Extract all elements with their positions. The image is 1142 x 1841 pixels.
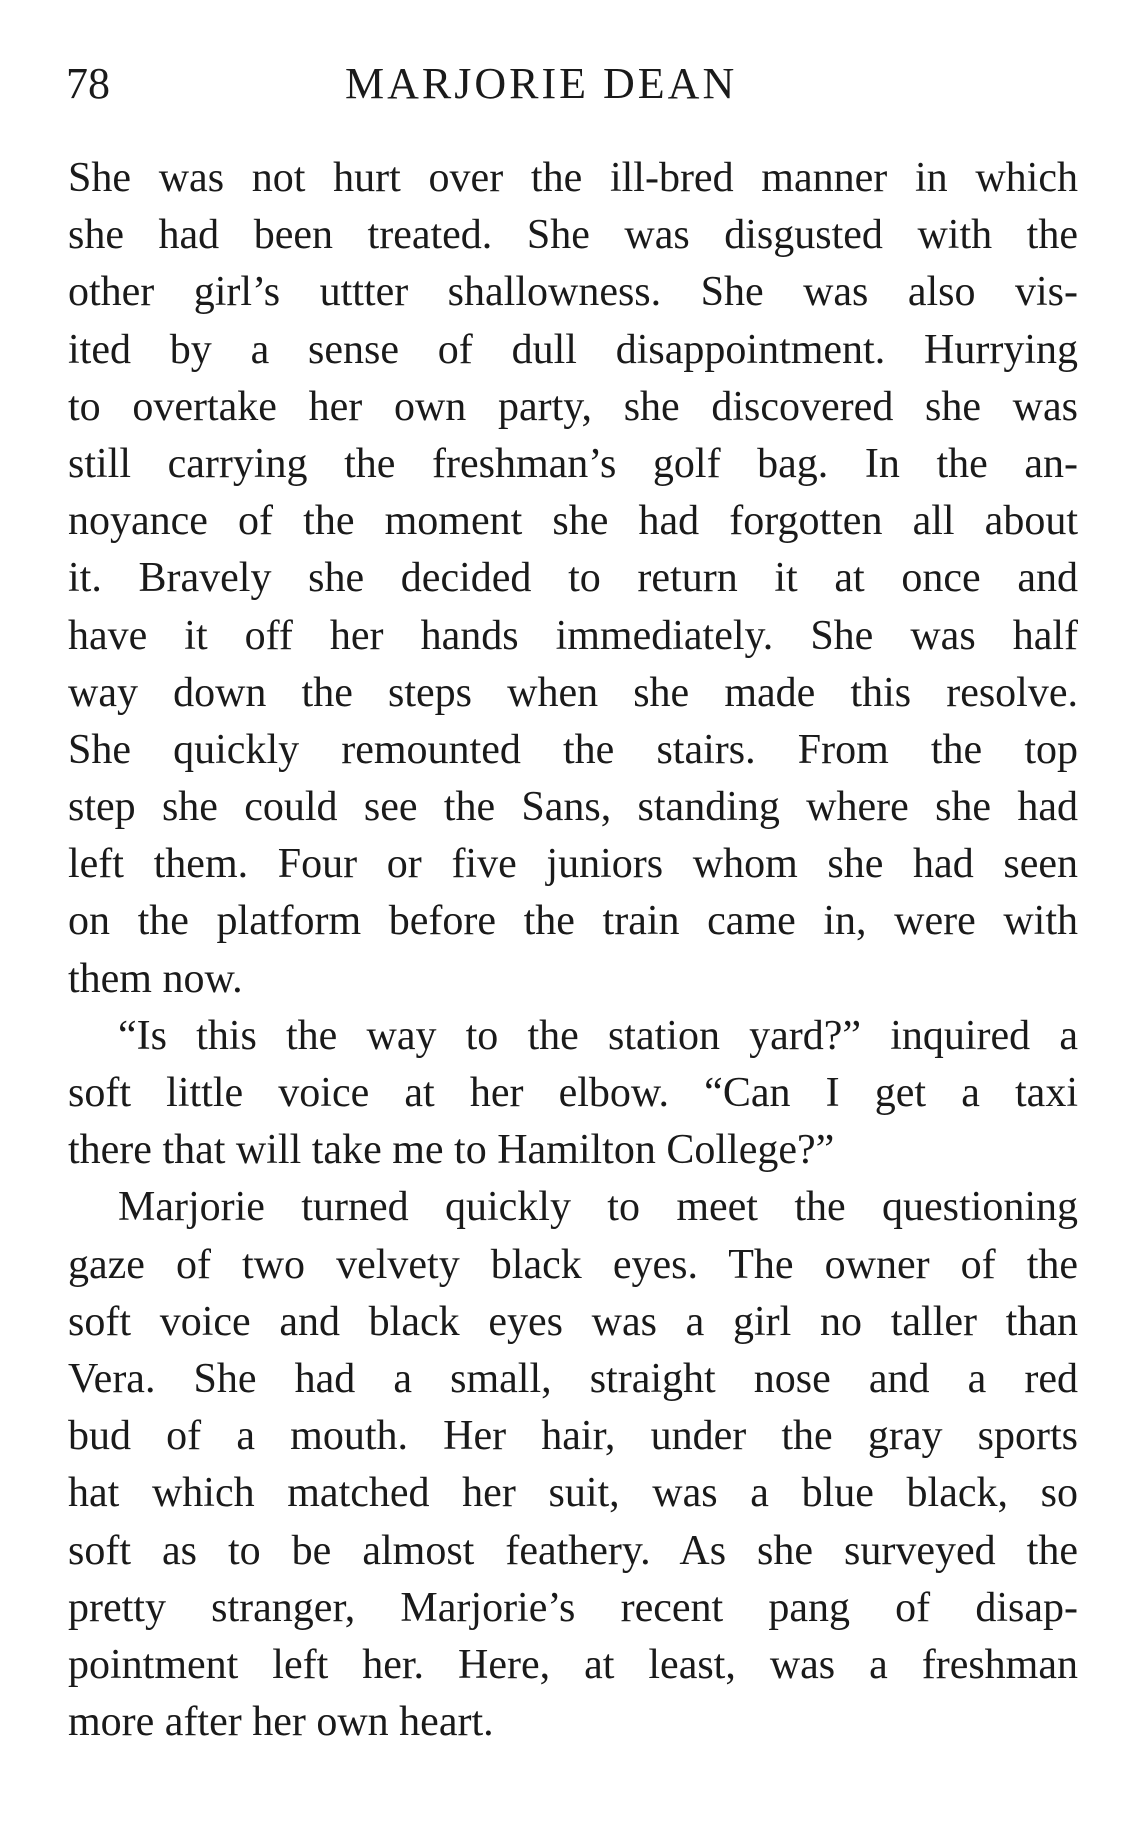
text-line: them now. bbox=[68, 955, 243, 1002]
text-line: gaze of two velvety black eyes. The owner of the bbox=[68, 1241, 1078, 1288]
text-line: other girl’s uttter shallowness. She was also vis- bbox=[68, 269, 1078, 316]
text-line: pretty stranger, Marjorie’s recent pang of disap- bbox=[68, 1584, 1078, 1631]
text-line: soft as to be almost feathery. As she surveyed the bbox=[68, 1527, 1078, 1574]
text-line: have it off her hands immediately. She was half bbox=[68, 612, 1078, 659]
text-line: She was not hurt over the ill-bred manner in which bbox=[68, 155, 1078, 201]
text-line: she had been treated. She was disgusted with the bbox=[68, 212, 1078, 259]
text-line: bud of a mouth. Her hair, under the gray sports bbox=[68, 1413, 1078, 1460]
text-line: it. Bravely she decided to return it at once and bbox=[68, 555, 1078, 602]
text-line: on the platform before the train came in, were with bbox=[68, 898, 1078, 945]
running-title: MARJORIE DEAN bbox=[345, 59, 738, 108]
text-line: soft voice and black eyes was a girl no taller than bbox=[68, 1298, 1078, 1345]
text-line: “Is this the way to the station yard?” inquired a bbox=[118, 1012, 1078, 1059]
text-line: She quickly remounted the stairs. From the top bbox=[68, 726, 1078, 773]
text-line: Vera. She had a small, straight nose and a red bbox=[68, 1355, 1078, 1402]
text-line: there that will take me to Hamilton College?” bbox=[68, 1127, 835, 1174]
text-line: Marjorie turned quickly to meet the questioning bbox=[118, 1184, 1078, 1231]
text-line: pointment left her. Here, at least, was a freshman bbox=[68, 1641, 1078, 1688]
text-line: still carrying the freshman’s golf bag. In the an- bbox=[68, 440, 1078, 487]
body-text bbox=[68, 150, 1078, 1751]
text-line: noyance of the moment she had forgotten all about bbox=[68, 498, 1078, 545]
text-line: more after her own heart. bbox=[68, 1699, 494, 1746]
text-line: to overtake her own party, she discovered she was bbox=[68, 383, 1078, 430]
text-line: soft little voice at her elbow. “Can I get a taxi bbox=[68, 1070, 1078, 1116]
text-line: hat which matched her suit, was a blue black, so bbox=[68, 1470, 1078, 1517]
text-line: ited by a sense of dull disappointment. Hurrying bbox=[68, 326, 1078, 373]
page-number: 78 bbox=[66, 59, 110, 108]
text-line: way down the steps when she made this resolve. bbox=[68, 669, 1078, 716]
text-line: step she could see the Sans, standing where she had bbox=[68, 784, 1078, 831]
text-line: left them. Four or five juniors whom she had seen bbox=[68, 841, 1078, 888]
